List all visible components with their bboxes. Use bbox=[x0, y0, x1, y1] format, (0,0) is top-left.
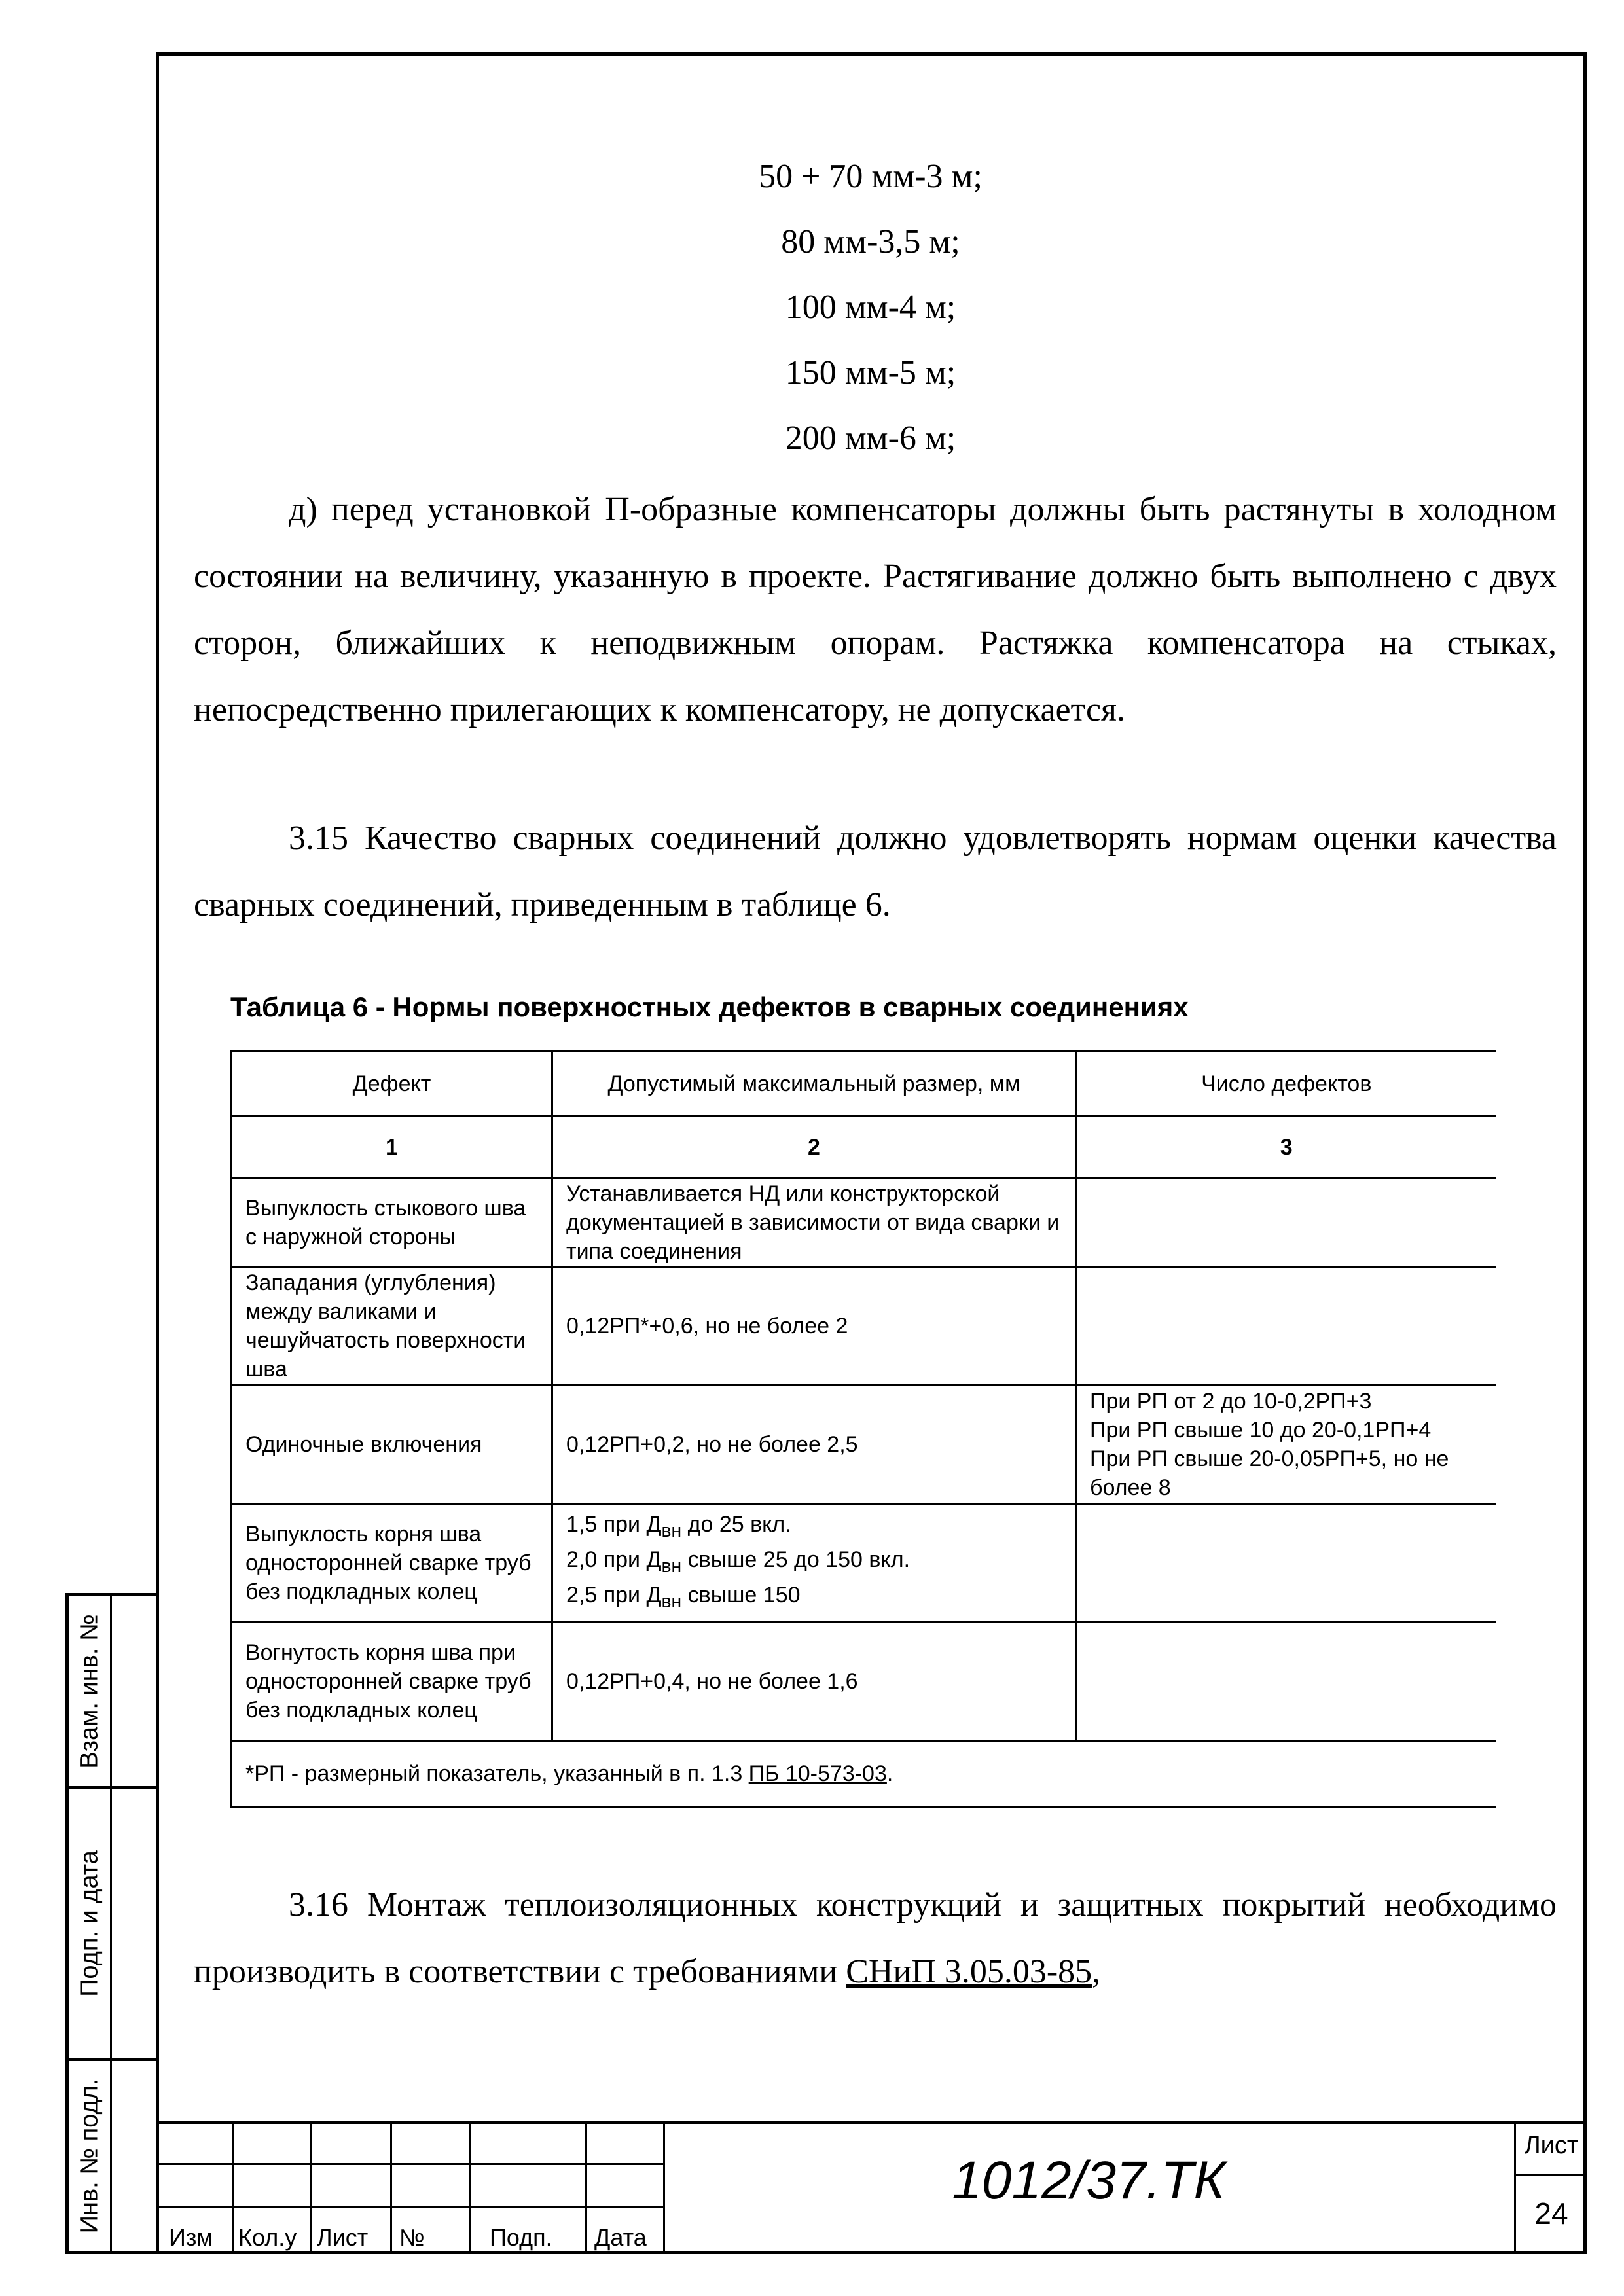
size-line: 2,5 при $Д_{вн}$ свыше 150 bbox=[566, 1582, 801, 1612]
defect-cell: Вогнутость корня шва при односторонней сварке труб без подкладных колец bbox=[232, 1623, 552, 1741]
defect-cell: Одиночные включения bbox=[232, 1386, 552, 1504]
list-line: 150 мм-5 м; bbox=[785, 354, 956, 391]
size-cell: 0,12РП*+0,6, но не более 2 bbox=[552, 1267, 1076, 1386]
defect-cell: Выпуклость корня шва односторонней сварке труб без подкладных колец bbox=[232, 1504, 552, 1623]
table-row bbox=[232, 1179, 1496, 1267]
side-label: Инв. № подл. bbox=[69, 2061, 112, 2251]
size-cell: Устанавливается НД или конструкторской документацией в зависимости от вида сварки и типа соединения bbox=[552, 1179, 1076, 1267]
column-number: 3 bbox=[1076, 1117, 1496, 1179]
header-defect: Дефект bbox=[232, 1052, 552, 1117]
size-cell bbox=[552, 1504, 1076, 1623]
stamp-label: Изм bbox=[169, 2224, 213, 2251]
column-number: 2 bbox=[552, 1117, 1076, 1179]
count-line: При РП свыше 10 до 20-0,1РП+4 bbox=[1090, 1418, 1432, 1443]
count-cell bbox=[1076, 1267, 1496, 1386]
column-number: 1 bbox=[232, 1117, 552, 1179]
count-line: При РП от 2 до 10-0,2РП+3 bbox=[1090, 1389, 1372, 1414]
defect-cell: Западания (углубления) между валиками и чешуйчатость поверхности шва bbox=[232, 1267, 552, 1386]
paragraph-3-15: 3.15 Качество сварных соединений должно удовлетворять нормам оценки качества сварных соединений, приведенным в таблице 6. bbox=[194, 819, 1557, 924]
table-header-row bbox=[232, 1052, 1496, 1117]
side-label: Взам. инв. № bbox=[69, 1596, 112, 1786]
table-row bbox=[232, 1267, 1496, 1386]
count-cell bbox=[1076, 1386, 1496, 1504]
side-block-inv bbox=[65, 2058, 156, 2254]
paragraph-3-16: 3.16 Монтаж теплоизоляционных конструкций и защитных покрытий необходимо производить в соответствии с требованиями СНиП 3.05.03-85, bbox=[194, 1886, 1557, 1990]
header-size: Допустимый максимальный размер, мм bbox=[552, 1052, 1076, 1117]
defect-cell: Выпуклость стыкового шва с наружной стороны bbox=[232, 1179, 552, 1267]
header-count: Число дефектов bbox=[1076, 1052, 1496, 1117]
stamp-col-line bbox=[585, 2124, 587, 2254]
side-label: Подп. и дата bbox=[69, 1789, 112, 2058]
count-line: При РП свыше 20-0,05РП+5, но не более 8 bbox=[1090, 1446, 1449, 1500]
paragraph-d: д) перед установкой П-образные компенсаторы должны быть растянуты в холодном состоянии на величину, указанную в проекте. Растягивание должно быть выполнено с двух сторон, ближайших к неподвижным опорам. Растяжка компенсатора на стыках, непосредственно прилегающих к компенсатору, не допускается. bbox=[194, 491, 1557, 728]
stamp-label: Кол.у bbox=[238, 2224, 297, 2251]
defects-table bbox=[230, 1050, 1496, 1808]
size-line: 2,0 при $Д_{вн}$ свыше 25 до 150 вкл. bbox=[566, 1547, 911, 1577]
table-row bbox=[232, 1386, 1496, 1504]
table-row bbox=[232, 1504, 1496, 1623]
table-footnote: *РП - размерный показатель, указанный в п. 1.3 ПБ 10-573-03. bbox=[232, 1741, 1496, 1807]
count-cell bbox=[1076, 1623, 1496, 1741]
stamp-label: Лист bbox=[317, 2224, 369, 2251]
table-number-row bbox=[232, 1117, 1496, 1179]
sheet-number: 24 bbox=[1534, 2197, 1568, 2231]
stamp-col-line bbox=[232, 2124, 234, 2254]
count-cell bbox=[1076, 1504, 1496, 1623]
table-row bbox=[232, 1623, 1496, 1741]
side-block-vzam bbox=[65, 1593, 156, 1789]
list-line: 100 мм-4 м; bbox=[785, 289, 956, 326]
side-block-podp bbox=[65, 1786, 156, 2061]
list-line: 80 мм-3,5 м; bbox=[781, 223, 960, 260]
table-title: Таблица 6 - Нормы поверхностных дефектов в сварных соединениях bbox=[230, 992, 1189, 1022]
sheet-label: Лист bbox=[1524, 2132, 1579, 2159]
title-block bbox=[156, 2121, 1587, 2254]
stamp-col-line bbox=[469, 2124, 471, 2254]
size-cell: 0,12РП+0,4, но не более 1,6 bbox=[552, 1623, 1076, 1741]
list-line: 50 + 70 мм-3 м; bbox=[759, 158, 983, 195]
stamp-label: Подп. bbox=[490, 2224, 552, 2251]
footnote-link[interactable]: ПБ 10-573-03 bbox=[748, 1761, 887, 1786]
stamp-row-line bbox=[1514, 2174, 1587, 2176]
snip-link[interactable]: СНиП 3.05.03-85 bbox=[846, 1953, 1092, 1990]
count-cell bbox=[1076, 1179, 1496, 1267]
stamp-col-line bbox=[310, 2124, 312, 2254]
stamp-label: № bbox=[399, 2224, 425, 2251]
stamp-col-line bbox=[390, 2124, 392, 2254]
stamp-label: Дата bbox=[594, 2224, 647, 2251]
document-code: 1012/37.ТК bbox=[952, 2151, 1225, 2210]
table-footnote-row bbox=[232, 1741, 1496, 1807]
list-line: 200 мм-6 м; bbox=[785, 420, 956, 457]
size-cell: 0,12РП+0,2, но не более 2,5 bbox=[552, 1386, 1076, 1504]
size-line: 1,5 при $Д_{вн}$ до 25 вкл. bbox=[566, 1512, 791, 1542]
